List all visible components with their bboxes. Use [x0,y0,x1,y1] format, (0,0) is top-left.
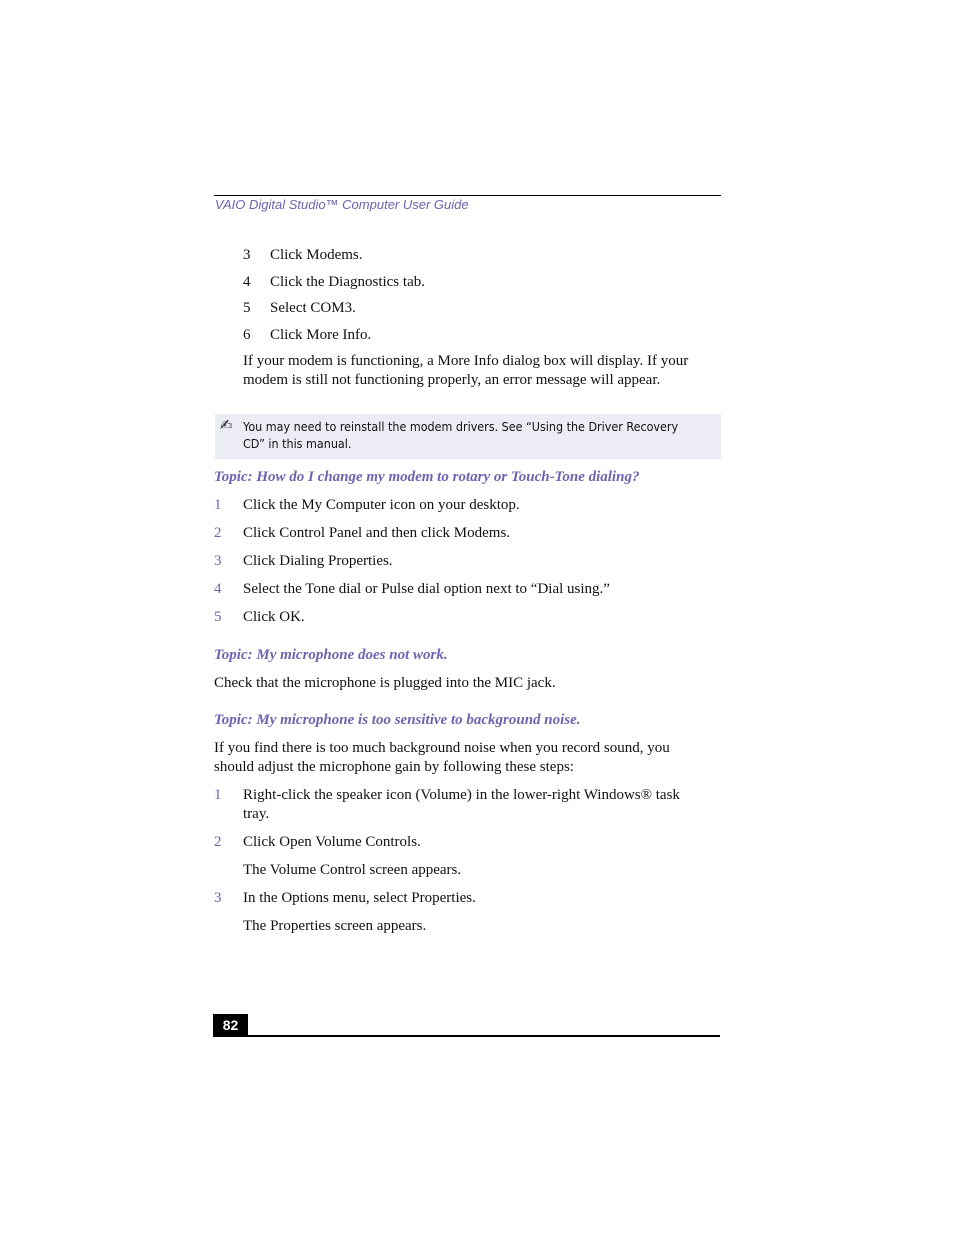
paragraph-line: modem is still not functioning properly, an error message will appear. [243,372,661,388]
paragraph-line: If you find there is too much background noise when you record sound, you [214,740,670,756]
note-box [215,414,721,459]
header-rule [214,195,721,196]
step-result: The Properties screen appears. [243,918,427,934]
step-number: 3 [214,890,222,906]
step-text: Click More Info. [270,327,372,343]
paragraph-line: If your modem is functioning, a More Info dialog box will display. If your [243,353,689,369]
step-text: Select COM3. [270,300,356,316]
step-number: 4 [243,274,251,290]
step-text: Click Open Volume Controls. [243,834,421,850]
step-number: 3 [214,553,222,569]
step-number: 5 [243,300,251,316]
step-text: Click the Diagnostics tab. [270,274,425,290]
step-number: 1 [214,787,222,803]
topic-heading: Topic: How do I change my modem to rotary or Touch-Tone dialing? [214,469,640,485]
step-result: The Volume Control screen appears. [243,862,462,878]
topic-heading: Topic: My microphone does not work. [214,647,448,663]
step-number: 1 [214,497,222,513]
step-number: 2 [214,525,222,541]
step-number: 5 [214,609,222,625]
step-number: 6 [243,327,251,343]
step-text: Right-click the speaker icon (Volume) in the lower-right Windows® task [243,787,680,803]
guide-title: VAIO Digital Studio™ Computer User Guide [215,197,469,212]
paragraph-line: should adjust the microphone gain by following these steps: [214,759,574,775]
step-number: 3 [243,247,251,263]
pencil-note-icon: ✍ [220,416,233,434]
paragraph-line: Check that the microphone is plugged into the MIC jack. [214,675,556,691]
step-text: Click OK. [243,609,305,625]
footer-rule [213,1035,720,1037]
step-number: 2 [214,834,222,850]
step-text: Click Modems. [270,247,363,263]
note-text: You may need to reinstall the modem drivers. See “Using the Driver Recovery CD” in this manual. [243,420,679,451]
page-number: 82 [213,1014,248,1036]
topic-heading: Topic: My microphone is too sensitive to background noise. [214,712,581,728]
step-text: Click Control Panel and then click Modems. [243,525,511,541]
step-number: 4 [214,581,222,597]
step-text: In the Options menu, select Properties. [243,890,476,906]
step-text: tray. [243,806,270,822]
step-text: Click Dialing Properties. [243,553,393,569]
step-text: Select the Tone dial or Pulse dial option next to “Dial using.” [243,581,610,597]
step-text: Click the My Computer icon on your desktop. [243,497,520,513]
